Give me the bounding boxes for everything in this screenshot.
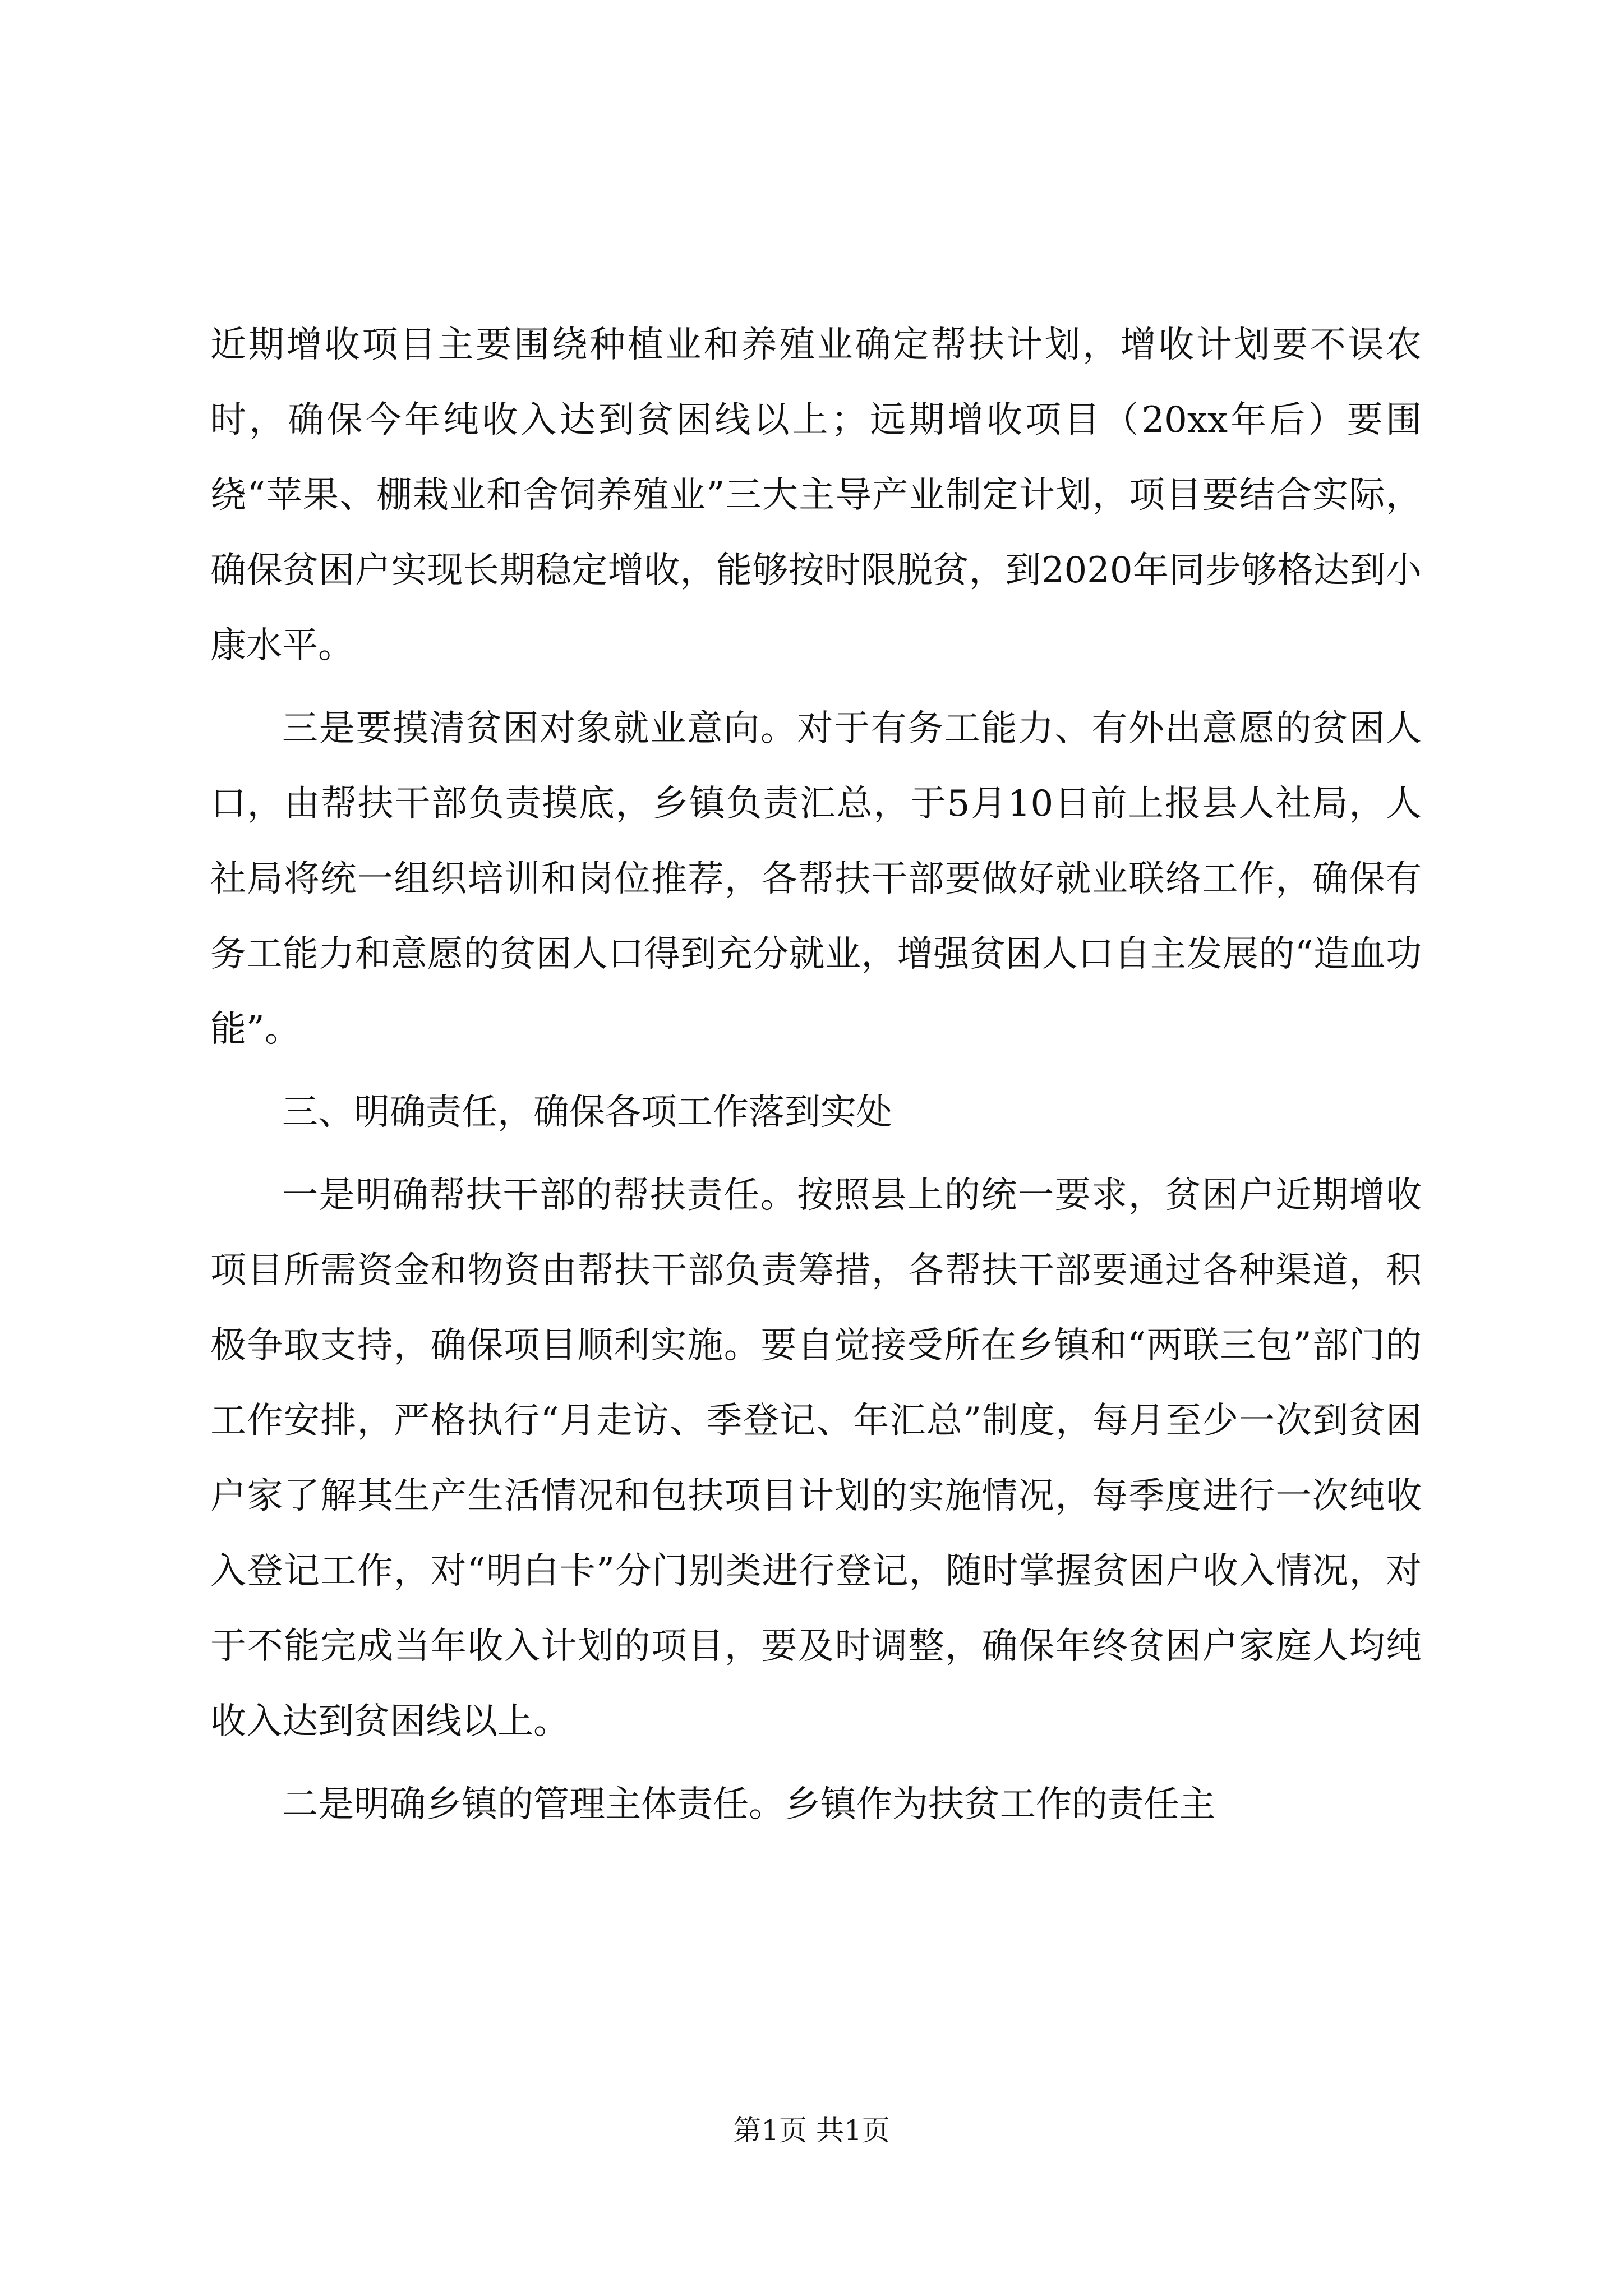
document-body [210, 307, 1422, 1850]
paragraph-cadre-responsibility: 一是明确帮扶干部的帮扶责任。按照县上的统一要求，贫困户近期增收项目所需资金和物资由帮扶干部负责筹措，各帮扶干部要通过各种渠道，积极争取支持，确保项目顺利实施。要自觉接受所在乡镇和“两联三包”部门的工作安排，严格执行“月走访、季登记、年汇总”制度，每月至少一次到贫困户家了解其生产生活情况和包扶项目计划的实施情况，每季度进行一次纯收入登记工作，对“明白卡”分门别类进行登记，随时掌握贫困户收入情况，对于不能完成当年收入计划的项目，要及时调整，确保年终贫困户家庭人均纯收入达到贫困线以上。 [210, 1175, 1422, 1742]
page-number: 第1页 共1页 [733, 2114, 890, 2147]
paragraph-employment: 三是要摸清贫困对象就业意向。对于有务工能力、有外出意愿的贫困人口，由帮扶干部负责摸底，乡镇负责汇总，于5月10日前上报县人社局，人社局将统一组织培训和岗位推荐，各帮扶干部要做好就业联络工作，确保有务工能力和意愿的贫困人口得到充分就业，增强贫困人口自主发展的“造血功能”。 [210, 708, 1422, 1050]
page-footer [0, 2114, 1623, 2147]
paragraph-township-responsibility: 二是明确乡镇的管理主体责任。乡镇作为扶贫工作的责任主 [282, 1784, 1215, 1825]
paragraph-continuation: 近期增收项目主要围绕种植业和养殖业确定帮扶计划，增收计划要不误农时，确保今年纯收入达到贫困线以上；远期增收项目（20xx年后）要围绕“苹果、棚栽业和舍饲养殖业”三大主导产业制定计划，项目要结合实际，确保贫困户实现长期稳定增收，能够按时限脱贫，到2020年同步够格达到小康水平。 [210, 324, 1422, 666]
section-heading-responsibility: 三、明确责任，确保各项工作落到实处 [282, 1092, 892, 1133]
